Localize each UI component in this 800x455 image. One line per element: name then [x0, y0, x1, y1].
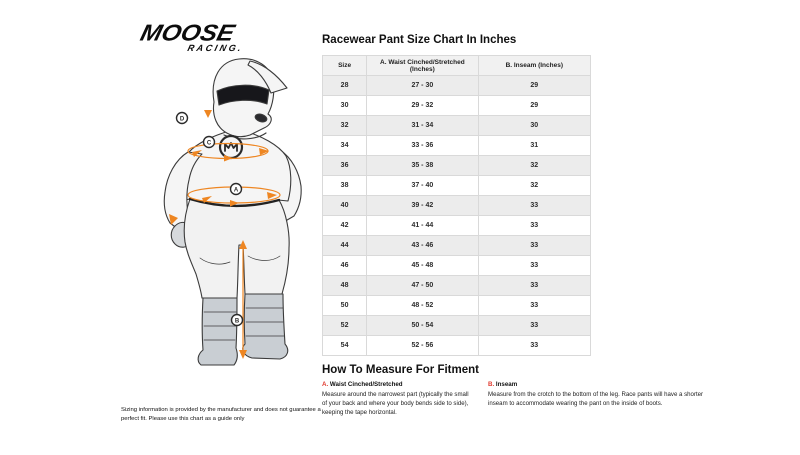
inseam-cell: 30: [478, 116, 590, 136]
how-to-measure-heading: How To Measure For Fitment: [322, 364, 479, 376]
size-cell: 30: [323, 96, 367, 116]
size-cell: 44: [323, 236, 367, 256]
measure-inseam-title: [488, 381, 710, 388]
size-cell: 42: [323, 216, 367, 236]
logo-sub-text: RACING.: [186, 43, 245, 53]
rider-svg: [120, 48, 320, 400]
waist-cell: 45 - 48: [367, 256, 478, 276]
chest-moose-logo: [220, 136, 242, 158]
waist-cell: 31 - 34: [367, 116, 478, 136]
waist-cell: 33 - 36: [367, 136, 478, 156]
sizing-disclaimer: Sizing information is provided by the manufacturer and does not guarantee a perfect fit. Please use this chart as a guide only: [121, 407, 321, 423]
measure-inseam-label: B.: [488, 381, 495, 388]
inseam-cell: 33: [478, 276, 590, 296]
inseam-cell: 29: [478, 96, 590, 116]
marker-b-label: B: [234, 318, 240, 325]
inseam-cell: 32: [478, 176, 590, 196]
rider-pants: [184, 199, 289, 298]
measure-waist-body: Measure around the narrowest part (typically the small of your back and where your body bends side to side), keeping the tape horizontal.: [322, 391, 469, 417]
inseam-cell: 33: [478, 216, 590, 236]
waist-cell: 29 - 32: [367, 96, 478, 116]
rider-illustration: [120, 48, 320, 405]
table-row: [323, 316, 591, 336]
measure-waist-title: [322, 381, 474, 388]
rider-right-boot: [243, 294, 288, 359]
table-row: [323, 296, 591, 316]
waist-cell: 50 - 54: [367, 316, 478, 336]
inseam-cell: 32: [478, 156, 590, 176]
size-chart-table: [322, 55, 591, 356]
table-row: [323, 156, 591, 176]
rider-left-boot: [198, 298, 237, 365]
inseam-cell: 33: [478, 296, 590, 316]
size-cell: 34: [323, 136, 367, 156]
header-size: Size: [323, 56, 367, 76]
waist-cell: 48 - 52: [367, 296, 478, 316]
table-row: [323, 336, 591, 356]
neck-arrow: [204, 110, 212, 118]
waist-cell: 41 - 44: [367, 216, 478, 236]
waist-cell: 43 - 46: [367, 236, 478, 256]
table-row: [323, 136, 591, 156]
size-cell: 28: [323, 76, 367, 96]
measure-inseam-body: Measure from the crotch to the bottom of the leg. Race pants will have a shorter inseam to accommodate wearing the pant on the inside of boots.: [488, 391, 704, 408]
table-row: [323, 196, 591, 216]
size-cell: 38: [323, 176, 367, 196]
measure-section-waist: [322, 381, 474, 417]
waist-cell: 52 - 56: [367, 336, 478, 356]
size-chart-panel: [322, 34, 714, 417]
table-header-row: [323, 56, 591, 76]
inseam-cell: 33: [478, 196, 590, 216]
waist-cell: 47 - 50: [367, 276, 478, 296]
marker-a-label: A: [233, 187, 239, 194]
size-cell: 46: [323, 256, 367, 276]
table-row: [323, 116, 591, 136]
measure-instructions: [322, 381, 714, 417]
measure-inseam-title-text: Inseam: [495, 381, 518, 388]
waist-cell: 35 - 38: [367, 156, 478, 176]
inseam-cell: 33: [478, 236, 590, 256]
marker-c-label: C: [206, 140, 212, 147]
inseam-cell: 33: [478, 256, 590, 276]
size-cell: 50: [323, 296, 367, 316]
table-row: [323, 216, 591, 236]
measure-section-inseam: [488, 381, 710, 417]
inseam-cell: 31: [478, 136, 590, 156]
table-row: [323, 176, 591, 196]
waist-cell: 27 - 30: [367, 76, 478, 96]
waist-cell: 39 - 42: [367, 196, 478, 216]
size-cell: 36: [323, 156, 367, 176]
table-row: [323, 256, 591, 276]
table-row: [323, 236, 591, 256]
size-cell: 54: [323, 336, 367, 356]
table-row: [323, 276, 591, 296]
size-cell: 52: [323, 316, 367, 336]
marker-d-label: D: [179, 116, 185, 123]
measure-waist-label: A.: [322, 381, 329, 388]
table-row: [323, 96, 591, 116]
inseam-cell: 29: [478, 76, 590, 96]
inseam-cell: 33: [478, 336, 590, 356]
logo-brand-text: MOOSE: [137, 20, 238, 46]
table-row: [323, 76, 591, 96]
header-waist: A. Waist Cinched/Stretched (Inches): [367, 56, 478, 76]
size-cell: 48: [323, 276, 367, 296]
header-inseam: B. Inseam (Inches): [478, 56, 590, 76]
waist-cell: 37 - 40: [367, 176, 478, 196]
size-cell: 40: [323, 196, 367, 216]
size-cell: 32: [323, 116, 367, 136]
measure-waist-title-text: Waist Cinched/Stretched: [329, 381, 403, 388]
inseam-cell: 33: [478, 316, 590, 336]
page-title: Racewear Pant Size Chart In Inches: [322, 34, 517, 46]
